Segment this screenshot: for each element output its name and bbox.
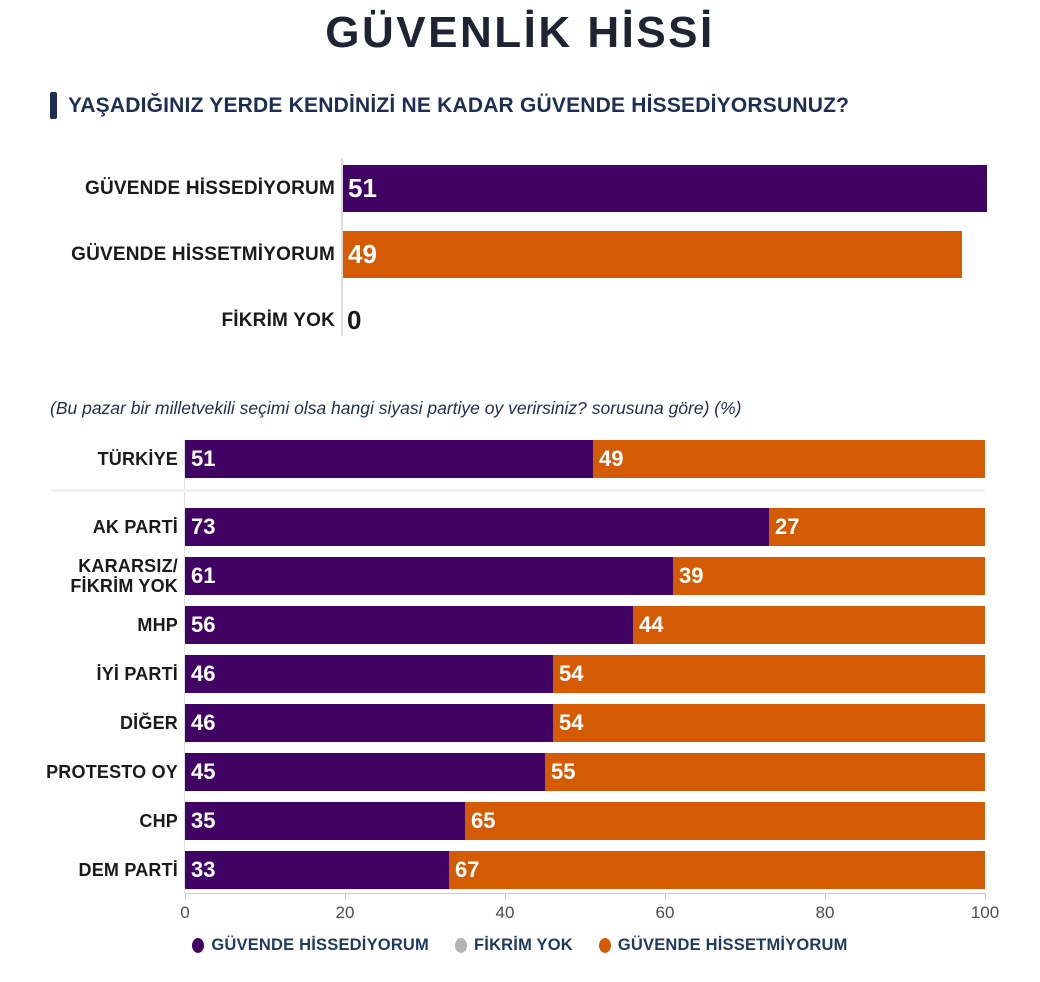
party-bar-stack <box>185 606 985 644</box>
party-bar-segment <box>185 802 465 840</box>
party-bar-stack <box>185 802 985 840</box>
legend-item <box>455 936 573 955</box>
page-title: GÜVENLİK HİSSİ <box>325 8 715 57</box>
party-bar-value: 35 <box>191 808 216 833</box>
x-axis-tick <box>665 893 666 900</box>
party-bar-segment <box>185 440 593 478</box>
party-bar-stack <box>185 704 985 742</box>
party-bar-row <box>0 704 1040 742</box>
party-bar-segment <box>673 557 985 595</box>
party-bar-value: 54 <box>559 661 584 686</box>
legend-item <box>599 936 848 955</box>
breakdown-note: (Bu pazar bir milletvekili seçimi olsa hangi siyasi partiye oy verirsiniz? sorusuna göre) (%) <box>50 398 742 418</box>
party-bar-segment <box>185 753 545 791</box>
x-axis-tick-label: 80 <box>815 903 835 922</box>
x-axis-tick <box>985 893 986 900</box>
party-bar-row <box>0 753 1040 791</box>
party-bar-label: TÜRKİYE <box>97 448 178 469</box>
x-axis-tick-label: 100 <box>970 903 1000 922</box>
overall-bar-label: GÜVENDE HİSSETMİYORUM <box>71 243 335 265</box>
party-bar-value: 39 <box>679 563 704 588</box>
party-bar-value: 44 <box>639 612 664 637</box>
x-axis-tick <box>345 893 346 900</box>
party-bar-segment <box>449 851 985 889</box>
party-bar-label: İYİ PARTİ <box>96 663 178 684</box>
party-bar-segment <box>185 655 553 693</box>
party-bar-value: 55 <box>551 759 576 784</box>
x-axis-tick-label: 40 <box>495 903 515 922</box>
party-bar-label: KARARSIZ/ FİKRİM YOK <box>70 555 178 596</box>
party-bar-value: 65 <box>471 808 496 833</box>
party-bar-value: 73 <box>191 514 216 539</box>
overall-bar-value: 0 <box>347 305 362 335</box>
party-bar-value: 51 <box>191 446 216 471</box>
legend-item <box>192 936 429 955</box>
legend-label: GÜVENDE HİSSETMİYORUM <box>617 936 848 954</box>
party-bar-value: 67 <box>455 857 480 882</box>
party-bar-label: DİĞER <box>119 712 178 733</box>
party-bar-label: CHP <box>139 810 178 831</box>
x-axis-tick <box>825 893 826 900</box>
x-axis-tick-label: 60 <box>655 903 675 922</box>
party-bar-segment <box>769 508 985 546</box>
legend-color-dot <box>455 938 467 953</box>
chart-legend <box>0 936 1040 955</box>
party-bar-stack <box>185 508 985 546</box>
party-bar-label: PROTESTO OY <box>46 761 178 782</box>
overall-bar-label: GÜVENDE HİSSEDİYORUM <box>85 177 335 199</box>
party-bar-label: AK PARTİ <box>92 516 178 537</box>
question-text: YAŞADIĞINIZ YERDE KENDİNİZİ NE KADAR GÜVENDE HİSSEDİYORSUNUZ? <box>68 93 850 117</box>
party-bar-row <box>0 802 1040 840</box>
party-bar-row <box>0 606 1040 644</box>
party-bar-segment <box>593 440 985 478</box>
party-bar-segment <box>553 655 985 693</box>
party-bar-row <box>0 851 1040 889</box>
party-bar-stack <box>185 440 985 478</box>
x-axis-tick <box>185 893 186 900</box>
party-bar-value: 49 <box>599 446 624 471</box>
party-bar-label: DEM PARTİ <box>78 859 178 880</box>
party-bar-segment <box>185 508 769 546</box>
party-bar-row <box>0 440 1040 478</box>
party-bar-segment <box>553 704 985 742</box>
party-bar-segment <box>185 606 633 644</box>
party-bar-value: 33 <box>191 857 216 882</box>
legend-color-dot <box>192 938 204 953</box>
party-bar-row <box>0 508 1040 546</box>
party-bar-stack <box>185 655 985 693</box>
party-bar-value: 45 <box>191 759 216 784</box>
overall-bar-label: FİKRİM YOK <box>221 309 335 331</box>
legend-color-dot <box>599 938 611 953</box>
overall-bar-value: 49 <box>348 239 377 269</box>
party-bar-row <box>0 655 1040 693</box>
party-bar-value: 54 <box>559 710 584 735</box>
party-bar-segment <box>465 802 985 840</box>
party-bar-segment <box>633 606 985 644</box>
party-bar-stack <box>185 851 985 889</box>
turkiye-row-separator <box>50 489 985 492</box>
party-bar-row <box>0 557 1040 595</box>
x-axis-tick-label: 20 <box>335 903 355 922</box>
party-bar-segment <box>185 557 673 595</box>
overall-bar-value: 51 <box>348 173 377 203</box>
party-bar-stack <box>185 557 985 595</box>
legend-label: FİKRİM YOK <box>474 936 573 954</box>
party-bar-value: 46 <box>191 710 216 735</box>
party-bar-segment <box>185 851 449 889</box>
party-bar-stack <box>185 753 985 791</box>
party-bar-value: 46 <box>191 661 216 686</box>
x-axis-tick-label: 0 <box>180 903 190 922</box>
x-axis-line <box>185 893 985 894</box>
party-bar-segment <box>545 753 985 791</box>
party-bar-segment <box>185 704 553 742</box>
party-bar-label: MHP <box>137 614 178 635</box>
party-bar-value: 56 <box>191 612 216 637</box>
legend-label: GÜVENDE HİSSEDİYORUM <box>211 936 429 954</box>
party-bar-value: 61 <box>191 563 216 588</box>
party-bar-value: 27 <box>775 514 800 539</box>
x-axis-tick <box>505 893 506 900</box>
